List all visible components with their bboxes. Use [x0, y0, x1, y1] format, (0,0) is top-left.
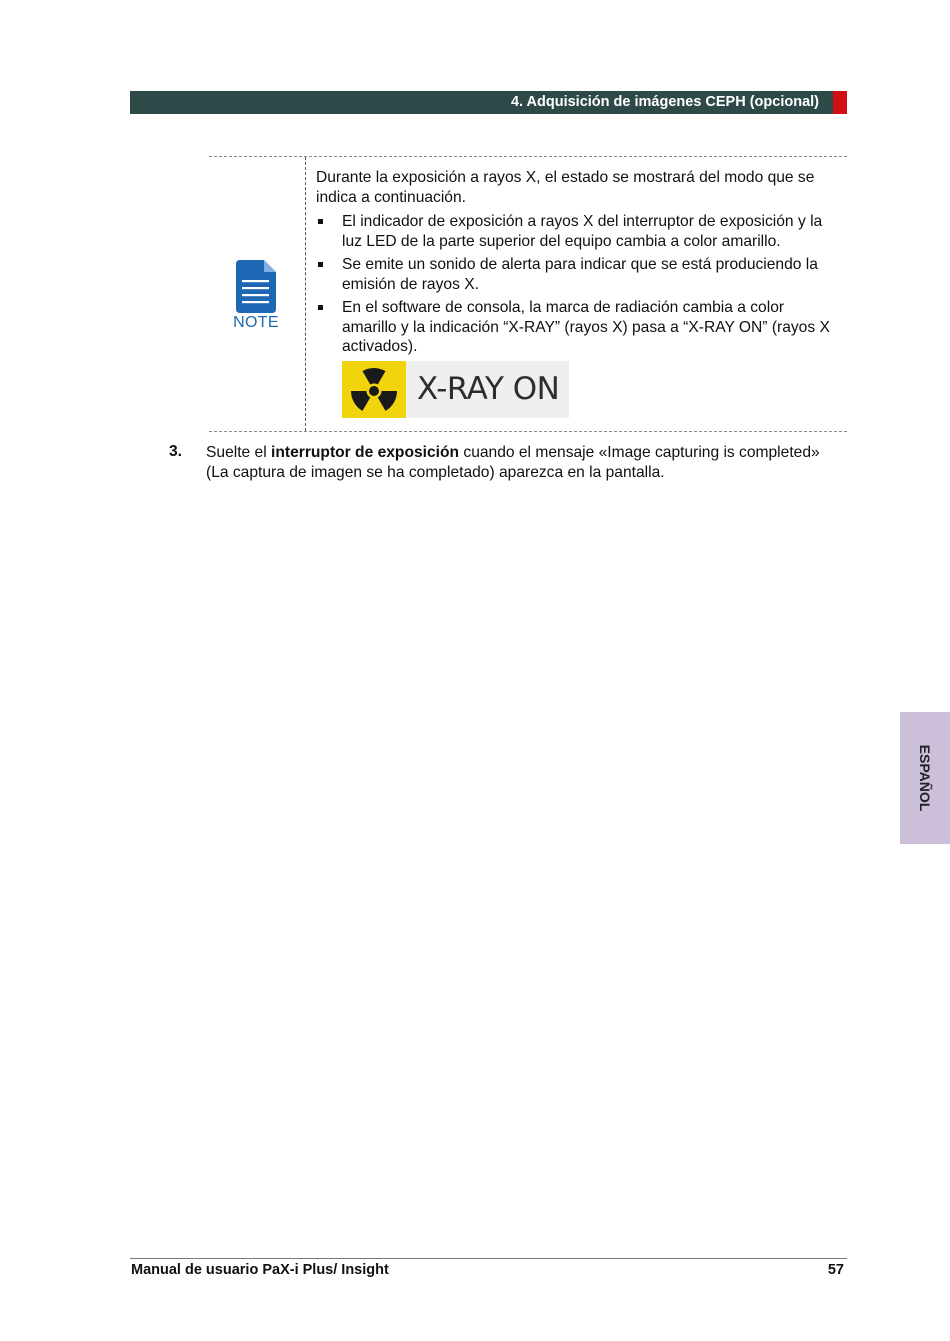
- step-text: [206, 443, 826, 483]
- step-text-prefix: Suelte el: [206, 444, 272, 461]
- bullet-square-icon: [318, 305, 323, 310]
- list-item: [316, 298, 841, 357]
- note-bullet-list: [316, 212, 841, 357]
- step-text-suffix: cuando el mensaje «Image capturing is completed» (La captura de imagen se ha completado) aparezca en la pantalla.: [206, 444, 820, 481]
- bullet-text: El indicador de exposición a rayos X del interruptor de exposición y la luz LED de la parte superior del equipo cambia a color amarillo.: [342, 213, 823, 250]
- list-item: [316, 212, 841, 251]
- step-text-bold: interruptor de exposición: [271, 444, 460, 461]
- page-number: 57: [827, 1262, 844, 1278]
- note-vertical-divider: [305, 157, 306, 431]
- note-content: [316, 168, 841, 361]
- step-number: 3.: [169, 443, 183, 460]
- bullet-square-icon: [318, 219, 323, 224]
- language-tab: [900, 712, 950, 844]
- bullet-square-icon: [318, 262, 323, 267]
- note-intro-text: Durante la exposición a rayos X, el estado se mostrará del modo que se indica a continuación.: [316, 169, 815, 206]
- list-item: [316, 255, 841, 294]
- xray-on-indicator: [342, 361, 569, 418]
- header-accent-block: [833, 91, 847, 114]
- bullet-text: Se emite un sonido de alerta para indicar que se está produciendo la emisión de rayos X.: [342, 256, 818, 293]
- language-tab-label: ESPAÑOL: [917, 744, 933, 812]
- note-bottom-divider: [209, 431, 847, 432]
- section-title: 4. Adquisición de imágenes CEPH (opcional): [510, 94, 819, 110]
- radiation-icon: [342, 361, 406, 418]
- section-header-bar: [130, 91, 847, 114]
- bullet-text: En el software de consola, la marca de radiación cambia a color amarillo y la indicación “X-RAY” (rayos X) pasa a “X-RAY ON” (rayos X activados).: [342, 299, 830, 355]
- footer-manual-title: Manual de usuario PaX-i Plus/ Insight: [131, 1262, 389, 1278]
- footer-divider: [130, 1258, 847, 1259]
- note-label: NOTE: [233, 314, 279, 331]
- xray-on-label: X-RAY ON: [417, 371, 560, 407]
